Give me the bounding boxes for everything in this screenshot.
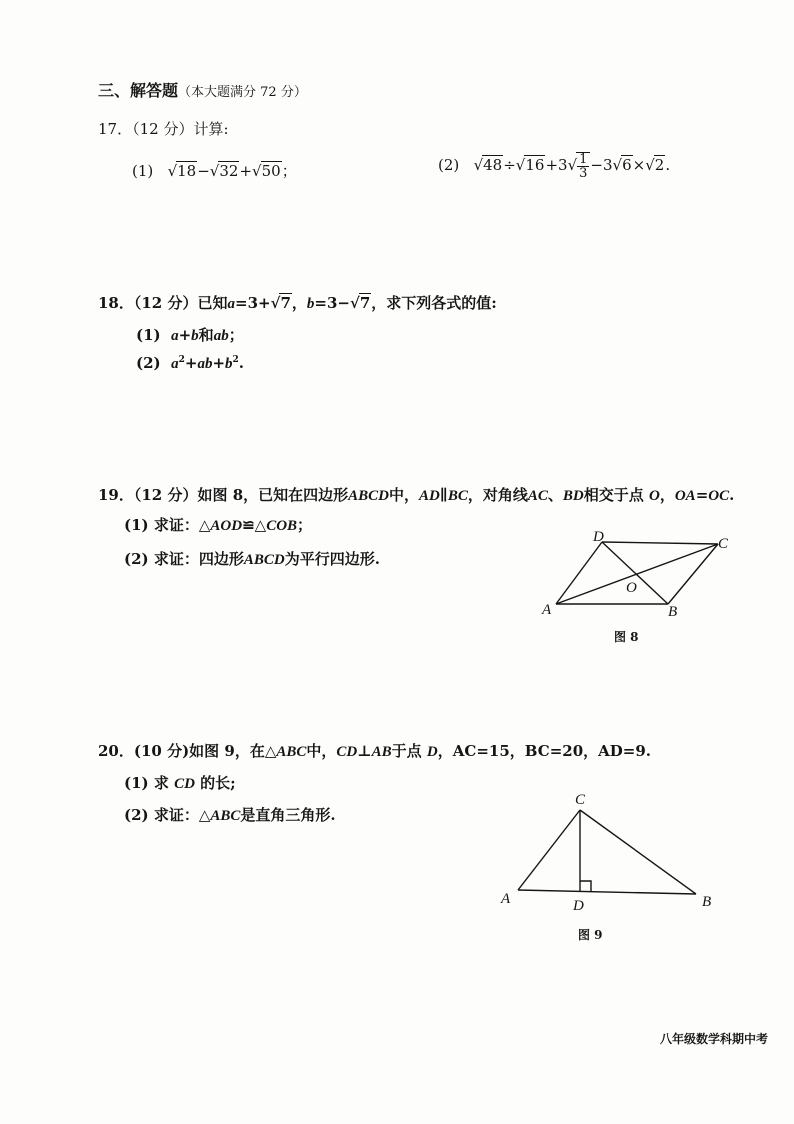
q19-text4: 相交于点 [583,486,644,504]
section-note: （本大题满分 72 分） [178,85,307,100]
q18-text: 已知 [197,294,228,312]
figure-9-caption: 图 9 [578,928,603,942]
q18-given: a [227,296,235,312]
q18-p1-label: (1) [136,326,161,344]
q20-p2-tail: 是直角三角形. [240,806,336,824]
q19-p2-tail: 为平行四边形. [284,550,380,568]
figure-8-caption: 图 8 [614,630,639,644]
q17-p2-label: (2) [438,156,460,174]
footer-text: 八年级数学科期中考 [660,1032,769,1046]
q17-p2-expression: √48÷√16+3√ $\frac{1}{3}$ −3√6×√2. [473,152,671,181]
fig9-right-angle-mark [580,881,591,892]
q17-p1-expression: √18−√32+√50； [167,162,297,180]
question-17 [98,118,229,139]
q19-part-1: (1) 求证：△AOD≌△COB； [124,516,313,534]
section-header [98,78,307,101]
fig8-label-a: A [542,602,552,618]
q19-text3: ，对角线 [467,486,528,504]
q20-p2-label: (2) 求证：△ [124,806,211,824]
q19-number: 19． [98,486,134,504]
q18-number: 18． [98,294,134,312]
figure-9 [496,790,726,918]
figure-9-lines [518,810,696,894]
q20-p1-tail: 的长; [200,774,236,792]
q19-p2-label: (2) 求证：四边形 [124,550,244,568]
q17-p1-label: (1) [132,162,154,180]
q19-text2: 中， [389,486,420,504]
fig8-label-o: O [626,580,637,596]
q17-points: （12 分） [132,120,194,138]
q20-text3: 于点 [391,742,422,760]
section-title: 三、解答题 [98,81,179,100]
q20-part-2: (2) 求证：△ABC是直角三角形. [124,806,336,824]
fig9-label-a: A [501,891,511,907]
q18-part-2: (2) $a^2+ab+b^2$. [136,354,245,372]
fig8-label-d: D [593,529,604,545]
q18-p2-label: (2) [136,354,161,372]
q18-points: （12 分） [133,294,198,312]
q20-number: 20． [98,742,134,760]
q18-part-1: (1) a+b和ab； [136,326,244,344]
question-19: 19．（12 分）如图 8，已知在四边形ABCD中，AD∥BC，对角线AC、BD相交于点 O，OA=OC. [98,486,735,504]
q18-tail: ，求下列各式的值: [371,294,497,312]
fig8-label-c: C [718,536,729,552]
fig8-label-b: B [668,604,678,620]
q19-points: （12 分） [133,486,198,504]
fig9-side-cb [580,810,696,894]
q19-part-2: (2) 求证：四边形ABCD为平行四边形. [124,550,380,568]
q20-part-1: (1) 求 CD 的长; [124,774,236,792]
fig9-label-d: D [573,898,584,914]
q19-p1-label: (1) 求证： [124,516,199,534]
fig9-label-c: C [575,792,586,808]
q20-p1-label: (1) 求 [124,774,169,792]
q17-part-2 [438,152,670,180]
q17-part-1 [132,160,297,181]
fig8-side-ad [556,542,602,604]
q20-values: AC=15，BC=20，AD=9. [452,742,652,760]
q19-text: 如图 8，已知在四边形 [197,486,349,504]
q17-text: 计算: [193,120,229,138]
q20-text2: 中， [306,742,337,760]
fig9-side-ac [518,810,580,890]
q20-points: (10 分) [133,742,190,760]
figure-8 [536,526,736,622]
q17-number: 17． [98,120,133,138]
figure-8-lines [556,542,718,604]
fig9-label-b: B [702,894,712,910]
fig8-side-dc [602,542,718,544]
question-20: 20．(10 分)如图 9，在△ABC中，CD⊥AB于点 D，AC=15，BC=20，AD=9. [98,742,652,760]
q20-text: 如图 9，在△ [189,742,277,760]
fig9-side-ab [518,890,696,894]
question-18: 18．（12 分）已知a=3+√7，b=3−√7，求下列各式的值: [98,294,497,312]
